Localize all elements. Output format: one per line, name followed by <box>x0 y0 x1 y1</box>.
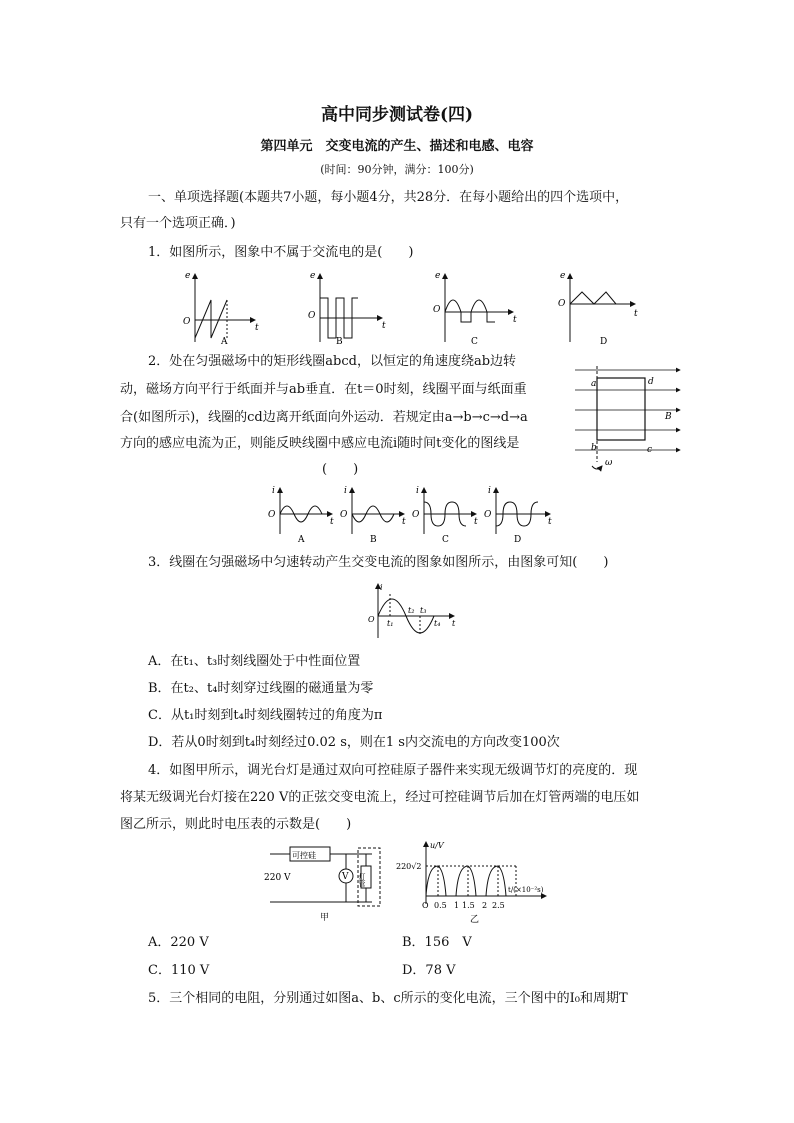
svg-text:e: e <box>185 271 191 281</box>
q4-option-d: D．78 V <box>402 963 456 978</box>
q2-graph-b <box>340 486 406 545</box>
svg-text:e: e <box>435 271 441 281</box>
q1-stem: 1．如图所示，图象中不属于交流电的是( ) <box>148 245 414 260</box>
section-heading-line1: 一、单项选择题(本题共7小题，每小题4分，共28分．在每小题给出的四个选项中， <box>148 190 629 205</box>
q2-options-figure <box>260 484 560 548</box>
svg-text:i: i <box>272 486 275 496</box>
q2-graph-d <box>484 486 552 545</box>
q4-stem-line3: 图乙所示，则此时电压表的示数是( ) <box>120 817 352 832</box>
svg-text:c: c <box>647 445 653 455</box>
svg-text:t: t <box>402 517 406 527</box>
svg-text:O: O <box>308 311 316 321</box>
svg-text:O: O <box>412 510 420 520</box>
svg-text:t: t <box>548 517 552 527</box>
svg-text:O: O <box>183 317 191 327</box>
svg-text:1: 1 <box>454 901 460 910</box>
unit-subtitle: 第四单元 交变电流的产生、描述和电感、电容 <box>260 139 534 154</box>
svg-text:t: t <box>452 619 456 628</box>
svg-text:O: O <box>340 510 348 520</box>
q4-stem-line1: 4．如图甲所示，调光台灯是通过双向可控硅原子器件来实现无级调节灯的亮度的．现 <box>148 763 638 778</box>
q1-figure-row <box>175 270 645 354</box>
svg-text:O: O <box>558 299 566 309</box>
q2-label-b: B <box>370 535 377 545</box>
svg-text:可控硅: 可控硅 <box>292 851 316 860</box>
q4-circuit-figure <box>262 842 392 928</box>
svg-text:t: t <box>255 323 259 333</box>
q1-label-c: C <box>471 337 478 347</box>
q2-stem-line1: 2．处在匀强磁场中的矩形线圈abcd，以恒定的角速度绕ab边转 <box>148 354 517 369</box>
q3-option-c: C．从t₁时刻到t₄时刻线圈转过的角度为π <box>148 708 383 723</box>
svg-text:2.5: 2.5 <box>492 901 505 910</box>
svg-text:220√2: 220√2 <box>396 862 422 871</box>
svg-text:t: t <box>330 517 334 527</box>
q4-option-b: B．156 V <box>402 935 472 950</box>
page-title: 高中同步测试卷(四) <box>320 105 474 125</box>
svg-text:t: t <box>382 321 386 331</box>
svg-text:2: 2 <box>482 901 488 910</box>
svg-text:V: V <box>342 872 349 882</box>
q2-stem-line4: 方向的感应电流为正，则能反映线圈中感应电流i随时间t变化的图线是 <box>120 436 520 451</box>
svg-text:O: O <box>433 305 441 315</box>
svg-text:i: i <box>488 486 491 496</box>
q2-label-c: C <box>442 535 449 545</box>
q1-graph-a <box>183 271 259 347</box>
q2-stem-line3: 合(如图所示)，线圈的cd边离开纸面向外运动．若规定由a→b→c→d→a <box>120 410 528 425</box>
svg-text:a: a <box>591 379 597 389</box>
svg-text:t: t <box>513 315 517 325</box>
q1-graph-d <box>558 271 638 347</box>
q4-option-c: C．110 V <box>148 963 210 978</box>
svg-text:0.5: 0.5 <box>434 901 447 910</box>
q4-option-a: A．220 V <box>148 935 209 950</box>
svg-text:i: i <box>380 583 383 592</box>
svg-text:O: O <box>268 510 276 520</box>
svg-text:O: O <box>368 615 375 624</box>
q1-graph-c <box>433 271 517 347</box>
q4-graph-label: 乙 <box>470 915 480 925</box>
q1-label-b: B <box>336 337 343 347</box>
svg-text:t₁: t₁ <box>387 619 394 628</box>
q2-coil-figure <box>575 362 685 486</box>
svg-text:t₂: t₂ <box>408 606 415 615</box>
svg-text:灯管: 灯管 <box>358 873 366 887</box>
svg-text:t: t <box>474 517 478 527</box>
svg-text:O: O <box>422 901 429 910</box>
q2-label-d: D <box>514 535 522 545</box>
svg-text:ω: ω <box>605 458 613 468</box>
q3-option-b: B．在t₂、t₄时刻穿过线圈的磁通量为零 <box>148 681 374 696</box>
q3-stem: 3．线圈在匀强磁场中匀速转动产生交变电流的图象如图所示，由图象可知( ) <box>148 555 609 570</box>
q4-circuit-label: 甲 <box>320 913 330 923</box>
q1-graph-b <box>308 271 386 347</box>
svg-text:1.5: 1.5 <box>462 901 475 910</box>
svg-text:e: e <box>310 271 316 281</box>
q2-graph-c <box>412 486 478 545</box>
svg-text:i: i <box>416 486 419 496</box>
svg-text:B: B <box>665 412 672 422</box>
q2-label-a: A <box>298 535 305 545</box>
svg-text:t₄: t₄ <box>434 619 441 628</box>
svg-text:t₃: t₃ <box>420 606 427 615</box>
q4-voltage-graph <box>396 840 566 934</box>
svg-text:b: b <box>591 443 597 453</box>
section-heading-line2: 只有一个选项正确．) <box>120 216 236 231</box>
q1-label-d: D <box>600 337 608 347</box>
svg-text:t/(×10⁻²s): t/(×10⁻²s) <box>508 886 544 894</box>
svg-text:e: e <box>560 271 566 281</box>
svg-text:O: O <box>484 510 492 520</box>
q4-stem-line2: 将某无级调光台灯接在220 V的正弦交变电流上，经过可控硅调节后加在灯管两端的电压如 <box>120 790 640 805</box>
q2-graph-a <box>268 486 334 545</box>
time-info: (时间：90分钟，满分：100分) <box>320 163 474 176</box>
q5-stem: 5．三个相同的电阻，分别通过如图a、b、c所示的变化电流，三个图中的I₀和周期T <box>148 991 628 1006</box>
svg-text:t: t <box>634 309 638 319</box>
svg-text:220 V: 220 V <box>264 873 291 883</box>
svg-text:d: d <box>648 377 654 387</box>
q3-graph <box>362 582 462 646</box>
q2-answer-paren: ( ) <box>322 462 359 477</box>
svg-text:i: i <box>344 486 347 496</box>
q3-option-a: A．在t₁、t₃时刻线圈处于中性面位置 <box>148 654 361 669</box>
q1-label-a: A <box>221 337 228 347</box>
q3-option-d: D．若从0时刻到t₄时刻经过0.02 s，则在1 s内交流电的方向改变100次 <box>148 735 560 750</box>
svg-text:u/V: u/V <box>430 841 444 850</box>
q2-stem-line2: 动，磁场方向平行于纸面并与ab垂直．在t＝0时刻，线圈平面与纸面重 <box>120 382 527 397</box>
